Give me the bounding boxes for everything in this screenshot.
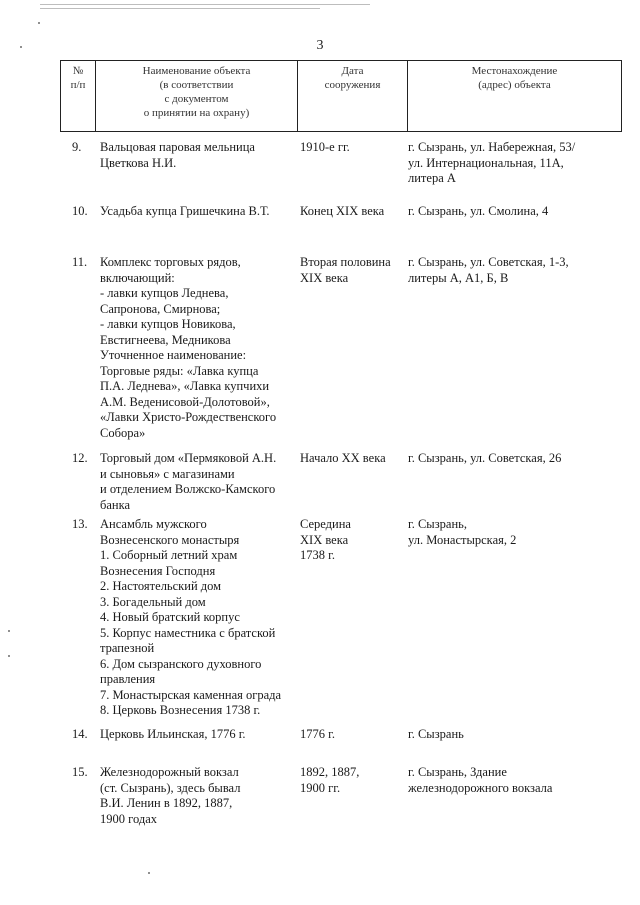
- row-number: 10.: [72, 204, 88, 218]
- row-number: 14.: [72, 727, 88, 741]
- construction-date: 1910-е гг.: [300, 140, 350, 154]
- construction-date: 1776 г.: [300, 727, 335, 741]
- object-name: Ансамбль мужского Вознесенского монастыря 1. Соборный летний храм Вознесения Господня 2. Настоятельский дом 3. Богадельный дом 4. Новый братский корпус 5. Корпус наместника с братской трапезной 6. Дом сызранского духовного правления 7. Монастырская каменная ограда 8. Церковь Вознесения 1738 г.: [100, 517, 282, 717]
- scan-line-top: [40, 4, 370, 5]
- header-object-name: Наименование объекта (в соответствии с документом о принятии на охрану): [95, 61, 297, 131]
- construction-date: Середина XIX века 1738 г.: [300, 517, 351, 562]
- object-address: г. Сызрань, ул. Набережная, 53/ ул. Интернациональная, 11А, литера А: [408, 140, 576, 185]
- object-address: г. Сызрань, Здание железнодорожного вокзала: [408, 765, 553, 795]
- object-address: г. Сызрань, ул. Советская, 1-3, литеры А, А1, Б, В: [408, 255, 569, 285]
- scan-speck: [38, 22, 40, 24]
- object-address: г. Сызрань, ул. Монастырская, 2: [408, 517, 517, 547]
- page-number: 3: [316, 38, 324, 53]
- construction-date: Вторая половина XIX века: [300, 255, 391, 285]
- construction-date: Конец XIX века: [300, 204, 385, 218]
- object-address: г. Сызрань: [408, 727, 464, 741]
- object-name: Вальцовая паровая мельница Цветкова Н.И.: [100, 140, 255, 170]
- object-name: Церковь Ильинская, 1776 г.: [100, 727, 246, 741]
- scan-speck: [8, 630, 10, 632]
- scan-line-top-short: [40, 8, 320, 9]
- row-number: 9.: [72, 140, 82, 154]
- scan-speck: [8, 655, 10, 657]
- object-name: Усадьба купца Гришечкина В.Т.: [100, 204, 270, 218]
- row-number: 11.: [72, 255, 88, 269]
- construction-date: Начало XX века: [300, 451, 386, 465]
- object-name: Комплекс торговых рядов, включающий: - лавки купцов Леднева, Сапронова, Смирнова; - лавки купцов Новикова, Евстигнеева, Медникова Уточненное наименование: Торговые ряды: «Лавка купца П.А. Леднева», «Лавка купчихи А.М. Веденисовой-Долотовой», «Лавки Христо-Рождественского Собора»: [100, 255, 277, 440]
- row-number: 12.: [72, 451, 88, 465]
- table-header: [60, 60, 622, 132]
- object-name: Торговый дом «Пермяковой А.Н. и сыновья» с магазинами и отделением Волжско-Камского банка: [100, 451, 277, 512]
- object-name: Железнодорожный вокзал (ст. Сызрань), здесь бывал В.И. Ленин в 1892, 1887, 1900 годах: [100, 765, 241, 826]
- object-address: г. Сызрань, ул. Смолина, 4: [408, 204, 549, 218]
- row-number: 13.: [72, 517, 88, 531]
- header-date: Дата сооружения: [297, 61, 407, 131]
- object-address: г. Сызрань, ул. Советская, 26: [408, 451, 562, 465]
- header-address: Местонахождение (адрес) объекта: [407, 61, 621, 131]
- header-number: № п/п: [70, 65, 86, 91]
- construction-date: 1892, 1887, 1900 гг.: [300, 765, 360, 795]
- row-number: 15.: [72, 765, 88, 779]
- scan-speck: [148, 872, 150, 874]
